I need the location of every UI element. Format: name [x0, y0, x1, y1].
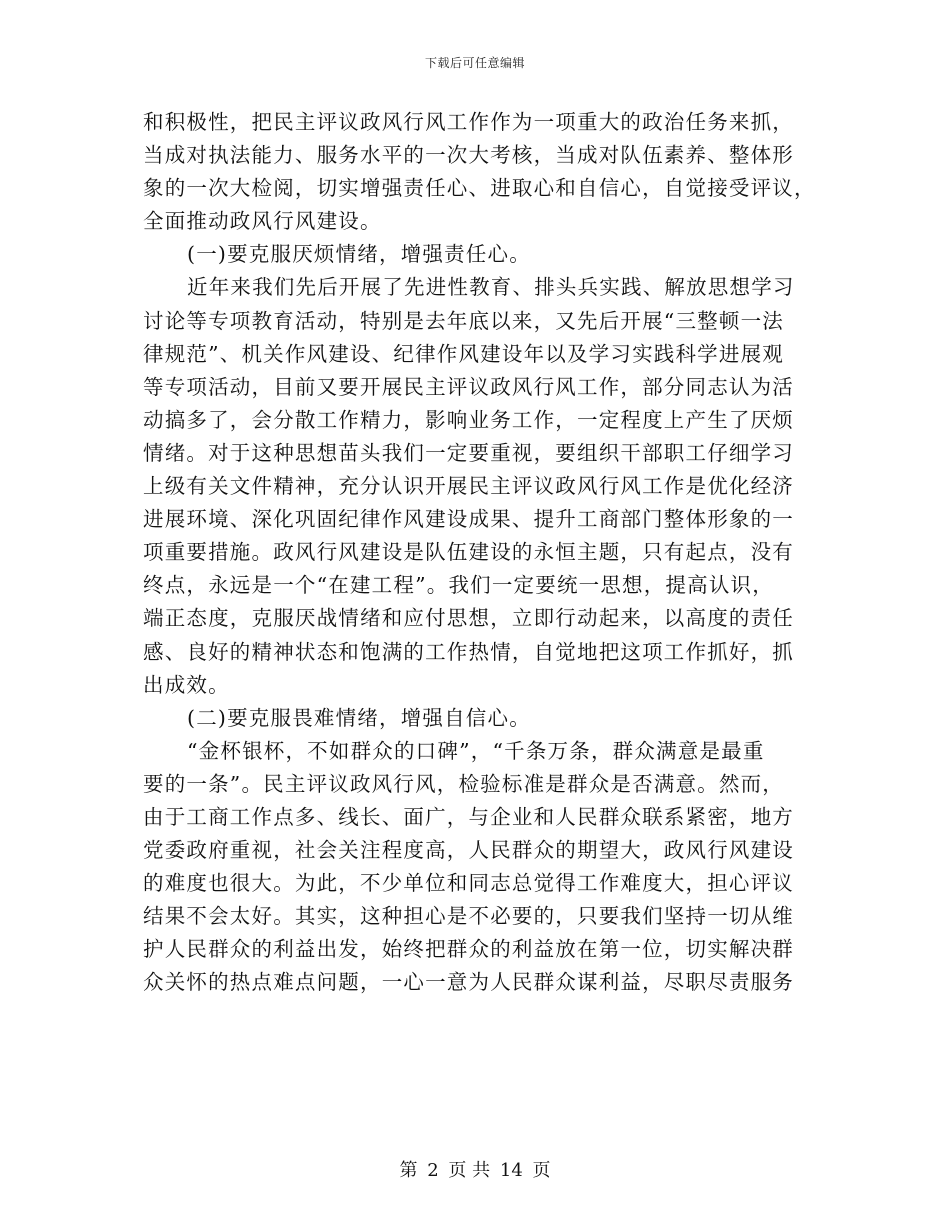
text-line: 进展环境、深化巩固纪律作风建设成果、提升工商部门整体形象的一 — [143, 507, 794, 532]
footer-suffix: 页 — [532, 1160, 551, 1181]
footer-total-pages: 14 — [499, 1160, 523, 1181]
text-line: 律规范”、机关作风建设、纪律作风建设年以及学习实践科学进展观 — [143, 341, 784, 366]
text-line: 感、良好的精神状态和饱满的工作热情，自觉地把这项工作抓好，抓 — [143, 639, 794, 664]
text-line: “金杯银杯，不如群众的口碑”，“千条万条，群众满意是最重 — [187, 738, 765, 763]
text-line: 上级有关文件精神，充分认识开展民主评议政风行风工作是优化经济 — [143, 474, 794, 499]
text-line: 近年来我们先后开展了先进性教育、排头兵实践、解放思想学习 — [187, 275, 795, 300]
text-line: (二)要克服畏难情绪，增强自信心。 — [187, 705, 531, 730]
text-line: 护人民群众的利益出发，始终把群众的利益放在第一位，切实解决群 — [143, 937, 794, 962]
text-line: 党委政府重视，社会关注程度高，人民群众的期望大，政风行风建设 — [143, 838, 794, 863]
text-line: 和积极性，把民主评议政风行风工作作为一项重大的政治任务来抓， — [143, 110, 794, 134]
footer-prefix: 第 — [399, 1160, 418, 1181]
page-header: 下载后可任意编辑 — [424, 56, 525, 70]
text-line: 众关怀的热点难点问题，一心一意为人民群众谋利益，尽职尽责服务 — [143, 970, 794, 995]
text-line: 动搞多了，会分散工作精力，影响业务工作，一定程度上产生了厌烦 — [143, 407, 794, 432]
text-line: 情绪。对于这种思想苗头我们一定要重视，要组织干部职工仔细学习 — [143, 440, 794, 465]
text-line: 的难度也很大。为此，不少单位和同志总觉得工作难度大，担心评议 — [143, 871, 794, 896]
document-body — [143, 106, 816, 1000]
text-line: 结果不会太好。其实，这种担心是不必要的，只要我们坚持一切从维 — [143, 904, 794, 929]
text-line: 项重要措施。政风行风建设是队伍建设的永恒主题，只有起点，没有 — [143, 540, 794, 565]
text-line: 当成对执法能力、服务水平的一次大考核，当成对队伍素养、整体形 — [143, 143, 794, 168]
text-line: 要的一条”。民主评议政风行风，检验标准是群众是否满意。然而， — [143, 771, 784, 796]
footer-middle: 页 共 — [448, 1160, 491, 1181]
text-line: 象的一次大检阅，切实增强责任心、进取心和自信心，自觉接受评议， — [143, 176, 816, 201]
text-line: 出成效。 — [143, 672, 230, 697]
text-line: 终点，永远是一个“在建工程”。我们一定要统一思想，提高认识， — [143, 573, 774, 598]
text-line: 全面推动政风行风建设。 — [143, 209, 382, 234]
text-line: 由于工商工作点多、线长、面广，与企业和人民群众联系紧密，地方 — [143, 804, 794, 829]
text-line: 端正态度，克服厌战情绪和应付思想，立即行动起来，以高度的责任 — [143, 606, 794, 631]
text-line: 讨论等专项教育活动，特别是去年底以来，又先后开展“三整顿一法 — [143, 308, 784, 333]
page-footer — [0, 1156, 950, 1182]
footer-page-number: 2 — [427, 1160, 439, 1181]
text-line: 等专项活动，目前又要开展民主评议政风行风工作，部分同志认为活 — [143, 374, 794, 399]
text-line: (一)要克服厌烦情绪，增强责任心。 — [187, 242, 531, 267]
